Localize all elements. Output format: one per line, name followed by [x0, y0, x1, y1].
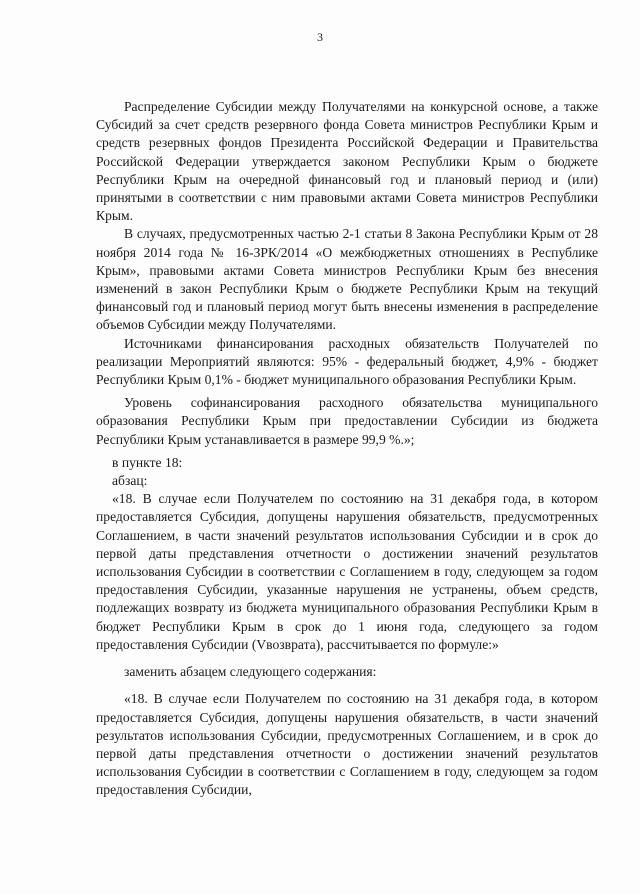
paragraph-cases: В случаях, предусмотренных частью 2-1 статьи 8 Закона Республики Крым от 28 ноября 2014 года № 16-ЗРК/2014 «О межбюджетных отношениях в Республике Крым», правовыми актами Совета министров Республики Крым без внесения изменений в закон Республики Крым о бюджете Республики Крым на текущий финансовый год и плановый период могут быть внесены изменения в распределение объемов Субсидии между Получателями.	[96, 226, 598, 333]
paragraph-abzac: абзац:	[112, 473, 148, 489]
paragraph-cofinancing-level: Уровень софинансирования расходного обязательства муниципального образования Республики Крым при предоставлении Субсидии из бюджета Республики Крым устанавливается в размере 99,9 %.»;	[96, 395, 598, 447]
document-body	[96, 98, 598, 800]
paragraph-subsidy-distribution: Распределение Субсидии между Получателями на конкурсной основе, а также Субсидий за счет средств резервного фонда Совета министров Республики Крым и средств резервных фондов Президента Российской Федерации и Правительства Российской Федерации утверждается законом Республики Крым о бюджете Республики Крым на очередной финансовый год и плановый период и (или) принятыми в соответствии с ним правовыми актами Совета министров Республики Крым.	[96, 99, 598, 224]
paragraph-replace-with: заменить абзацем следующего содержания:	[124, 664, 377, 680]
paragraph-new-text: «18. В случае если Получателем по состоянию на 31 декабря года, в котором предоставляется Субсидия, допущены нарушения обязательств, в части значений результатов использования Субсидии, предусмотренных Соглашением, и в срок до первой даты представления отчетности о достижении значений результатов использования Субсидии в соответствии с Соглашением в году, следующем за годом предоставления Субсидии,	[96, 691, 598, 798]
page-number: 3	[317, 30, 323, 44]
paragraph-point-18: в пункте 18:	[112, 454, 183, 470]
paragraph-financing-sources: Источниками финансирования расходных обязательств Получателей по реализации Мероприятий являются: 95% - федеральный бюджет, 4,9% - бюджет Республики Крым 0,1% - бюджет муниципального образования Республики Крым.	[96, 335, 598, 388]
paragraph-old-text: «18. В случае если Получателем по состоянию на 31 декабря года, в котором предоставляется Субсидия, допущены нарушения обязательств, предусмотренных Соглашением, в части значений результатов использования Субсидии и в срок до первой даты представления отчетности о достижении значений результатов использования Субсидии в соответствии с Соглашением в году, следующем за годом предоставления Субсидии, указанные нарушения не устранены, объем средств, подлежащих возврату из бюджета муниципального образования Республики Крым в бюджет Республики Крым в срок до 1 июня года, следующего за годом предоставления Субсидии (Vвозврата), рассчитывается по формуле:»	[96, 491, 598, 652]
